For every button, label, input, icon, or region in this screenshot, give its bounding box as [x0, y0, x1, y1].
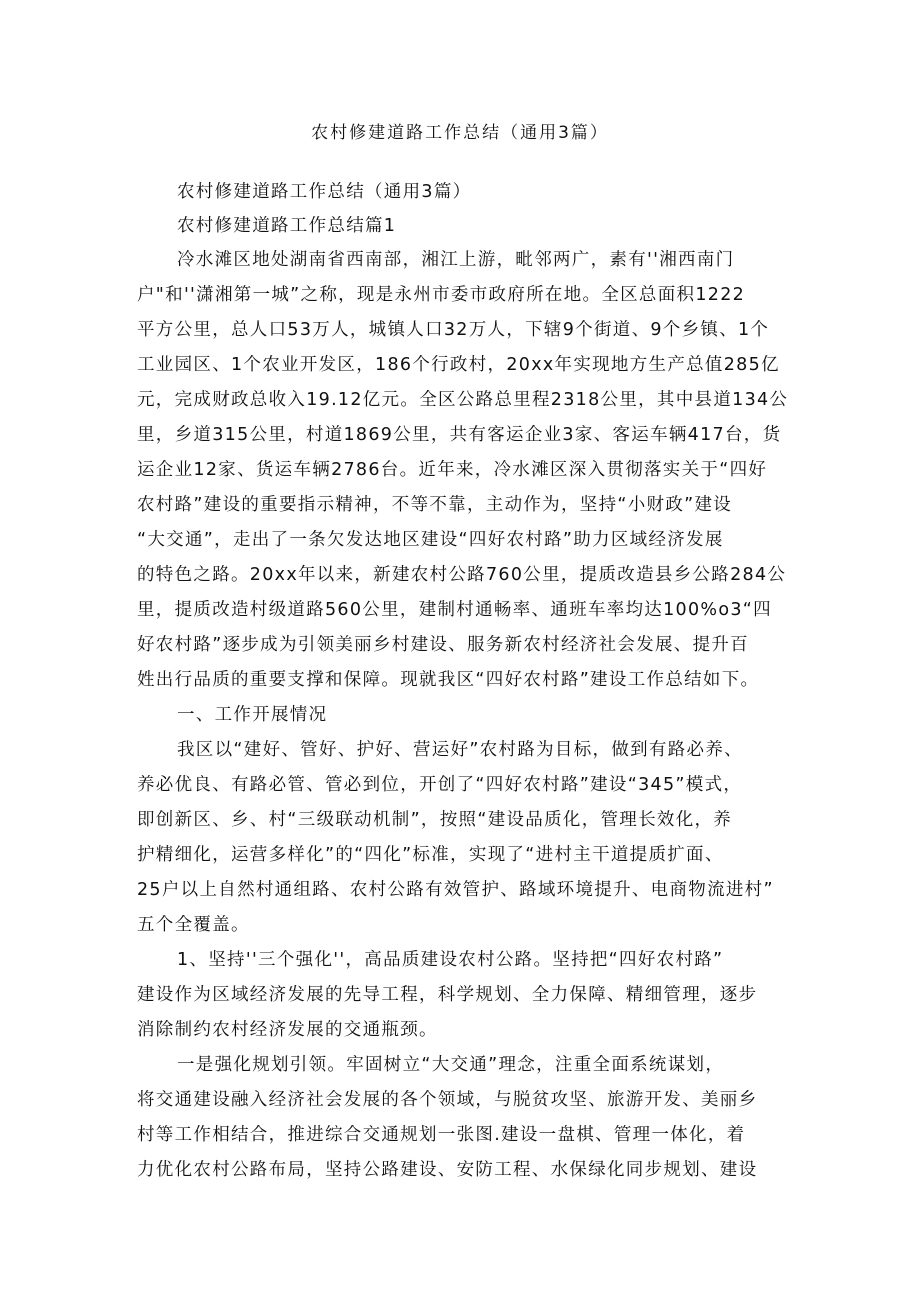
- paragraph-line: 平方公里，总人口53万人，城镇人口32万人，下辖9个街道、9个乡镇、1个: [137, 320, 770, 340]
- section-heading: 农村修建道路工作总结篇1: [177, 216, 397, 236]
- paragraph-line: 养必优良、有路必管、管必到位，开创了“四好农村路”建设“345”模式，: [137, 775, 743, 795]
- paragraph-line: 里，提质改造村级道路560公里，建制村通畅率、通班车率均达100%o3“四: [137, 600, 772, 620]
- paragraph-line: 里，乡道315公里，村道1869公里，共有客运企业3家、客运车辆417台，货: [137, 425, 782, 445]
- section-heading: 一、工作开展情况: [177, 705, 328, 725]
- paragraph-line: 力优化农村公路布局，坚持公路建设、安防工程、水保绿化同步规划、建设: [137, 1160, 758, 1180]
- paragraph-line: 的特色之路。20xx年以来，新建农村公路760公里，提质改造县乡公路284公: [137, 565, 787, 585]
- paragraph-line: 1、坚持''三个强化''，高品质建设农村公路。坚持把“四好农村路”: [177, 950, 724, 970]
- paragraph-line: 好农村路”逐步成为引领美丽乡村建设、服务新农村经济社会发展、提升百: [137, 635, 749, 655]
- paragraph-line: 冷水滩区地处湖南省西南部，湘江上游，毗邻两广，素有''湘西南门: [177, 250, 735, 270]
- paragraph-line: 元，完成财政总收入19.12亿元。全区公路总里程2318公里，其中县道134公: [137, 390, 789, 410]
- paragraph-line: “大交通”，走出了一条欠发达地区建设“四好农村路”助力区域经济发展: [137, 530, 724, 550]
- paragraph-line: 农村路”建设的重要指示精神，不等不靠，主动作为，坚持“小财政”建设: [137, 495, 733, 515]
- paragraph-line: 消除制约农村经济发展的交通瓶颈。: [137, 1020, 438, 1040]
- subtitle-line: 农村修建道路工作总结（通用3篇）: [177, 182, 472, 202]
- paragraph-line: 姓出行品质的重要支撑和保障。现就我区“四好农村路”建设工作总结如下。: [137, 670, 760, 690]
- paragraph-line: 护精细化，运营多样化”的“四化”标准，实现了“进村主干道提质扩面、: [137, 845, 724, 865]
- paragraph-line: 一是强化规划引领。牢固树立“大交通”理念，注重全面系统谋划，: [177, 1055, 725, 1075]
- paragraph-line: 将交通建设融入经济社会发展的各个领域，与脱贫攻坚、旅游开发、美丽乡: [137, 1090, 758, 1110]
- paragraph-line: 运企业12家、货运车辆2786台。近年来，冷水滩区深入贯彻落实关于“四好: [137, 460, 768, 480]
- paragraph-line: 村等工作相结合，推进综合交通规划一张图.建设一盘棋、管理一体化，着: [137, 1125, 746, 1145]
- paragraph-line: 我区以“建好、管好、护好、营运好”农村路为目标，做到有路必养、: [177, 740, 743, 760]
- paragraph-line: 户"和''潇湘第一城”之称，现是永州市委市政府所在地。全区总面积1222: [137, 285, 746, 305]
- document-title: 农村修建道路工作总结（通用3篇）: [311, 123, 609, 143]
- paragraph-line: 五个全覆盖。: [137, 915, 250, 935]
- paragraph-line: 工业园区、1个农业开发区，186个行政村，20xx年实现地方生产总值285亿: [137, 355, 780, 375]
- paragraph-line: 即创新区、乡、村“三级联动机制”，按照“建设品质化，管理长效化，养: [137, 810, 733, 830]
- paragraph-line: 建设作为区域经济发展的先导工程，科学规划、全力保障、精细管理，逐步: [137, 985, 758, 1005]
- paragraph-line: 25户以上自然村通组路、农村公路有效管护、路域环境提升、电商物流进村”: [137, 880, 774, 900]
